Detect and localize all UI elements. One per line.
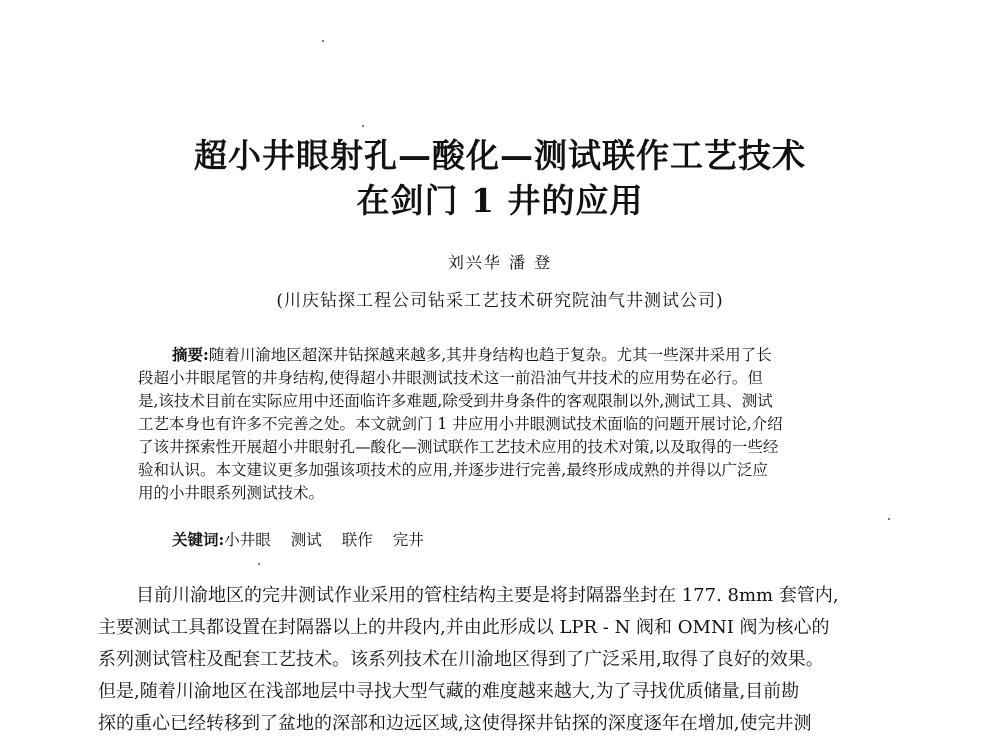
scan-speck	[362, 125, 364, 127]
abstract-label: 摘要:	[172, 345, 209, 364]
title-line-2: 在剑门 1 井的应用	[356, 181, 644, 220]
abstract-line: 是,该技术目前在实际应用中还面临许多难题,除受到井身条件的客观限制以外,测试工具、测试	[138, 392, 773, 410]
abstract-line: 用的小井眼系列测试技术。	[138, 484, 325, 502]
keyword: 联作	[341, 531, 373, 549]
body-line: 目前川渝地区的完井测试作业采用的管柱结构主要是将封隔器坐封在 177. 8mm 套管内,	[136, 585, 839, 606]
abstract-line: 段超小井眼尾管的井身结构,使得超小井眼测试技术这一前沿油气井技术的应用势在必行。但	[138, 369, 763, 387]
abstract-line: 工艺本身也有许多不完善之处。本文就剑门 1 井应用小井眼测试技术面临的问题开展讨论,介绍	[138, 415, 783, 433]
abstract-line: 了该井探索性开展超小井眼射孔—酸化—测试联作工艺技术应用的技术对策,以及取得的一些经	[138, 438, 779, 456]
scan-speck	[888, 518, 890, 520]
scan-speck	[258, 563, 260, 565]
keyword: 完井	[392, 531, 424, 549]
affiliation: (川庆钻探工程公司钻采工艺技术研究院油气井测试公司)	[276, 291, 724, 311]
abstract-text: 随着川渝地区超深井钻探越来越多,其井身结构也趋于复杂。尤其一些深井采用了长	[208, 346, 772, 364]
abstract	[138, 343, 862, 505]
abstract-line	[138, 343, 862, 367]
abstract-line: 验和认识。本文建议更多加强该项技术的应用,并逐步进行完善,最终形成成熟的并得以广泛应	[138, 461, 768, 479]
body-line: 但是,随着川渝地区在浅部地层中寻找大型气藏的难度越来越大,为了寻找优质储量,目前勘	[98, 681, 800, 702]
body-line: 主要测试工具都设置在封隔器以上的井段内,并由此形成以 LPR - N 阀和 OMNI 阀为核心的	[98, 617, 830, 638]
title-line-1: 超小井眼射孔—酸化—测试联作工艺技术	[194, 136, 806, 175]
keyword: 测试	[290, 531, 322, 549]
authors: 刘兴华 潘 登	[447, 253, 553, 272]
body-line: 探的重心已经转移到了盆地的深部和边远区域,这使得探井钻探的深度逐年在增加,使完井测	[98, 713, 812, 734]
body-paragraph	[98, 580, 908, 740]
body-line: 系列测试管柱及配套工艺技术。该系列技术在川渝地区得到了广泛采用,取得了良好的效果。	[98, 649, 824, 670]
keywords	[172, 528, 444, 550]
scan-speck	[322, 40, 324, 42]
keywords-label: 关键词:	[172, 530, 225, 549]
keyword: 小井眼	[224, 531, 271, 549]
